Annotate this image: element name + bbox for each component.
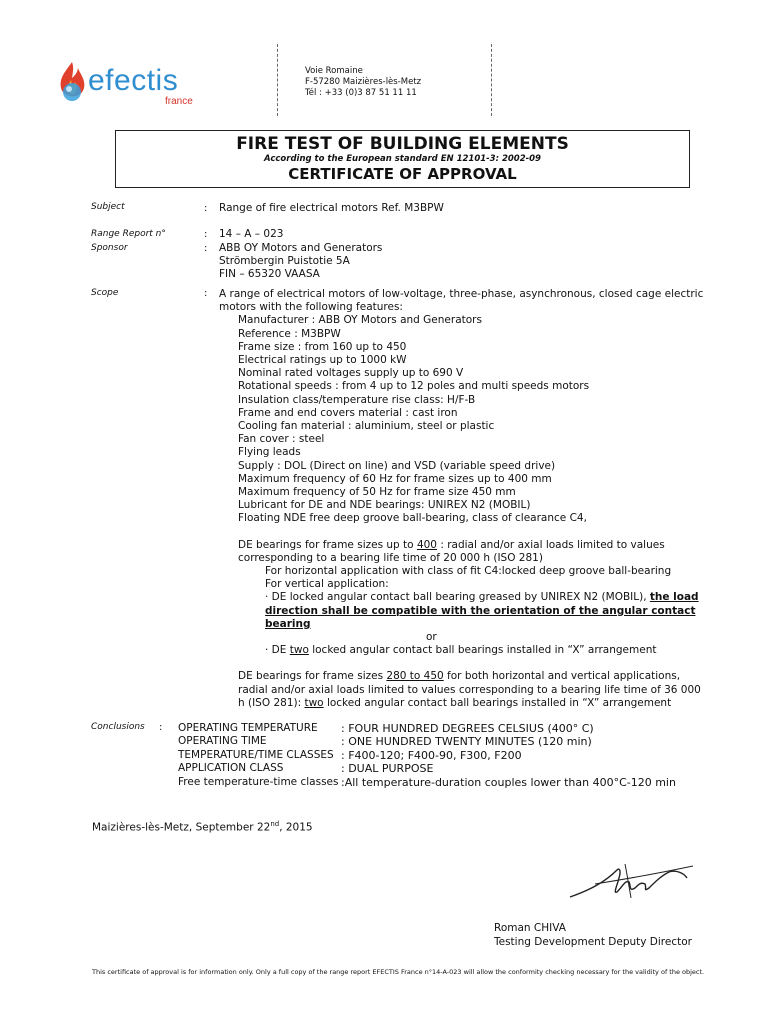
de-bearings-section-2 <box>219 670 705 710</box>
conclusion-value: : ONE HUNDRED TWENTY MINUTES (120 min) <box>341 735 592 749</box>
range-report-label: Range Report n° <box>91 229 166 239</box>
scope-value <box>219 288 705 710</box>
de-bearings-line: corresponding to a bearing life time of 20 000 h (ISO 281) <box>238 551 543 564</box>
feature-item: Frame and end covers material : cast iron <box>238 406 458 419</box>
de-bearings-line: radial and/or axial loads limited to values corresponding to a bearing life time of 36 000 <box>238 683 701 696</box>
or-separator: or <box>426 631 437 644</box>
colon: : <box>159 722 163 733</box>
flame-logo-icon <box>55 60 89 104</box>
sponsor-label: Sponsor <box>91 243 128 253</box>
feature-item: Maximum frequency of 50 Hz for frame size 450 mm <box>238 486 516 499</box>
conclusions-keys <box>178 722 338 789</box>
colon: : <box>204 229 208 240</box>
standard-reference: According to the European standard EN 12101-3: 2002-09 <box>264 154 541 164</box>
conclusion-key: OPERATING TIME <box>178 735 267 748</box>
conclusion-value: :All temperature-duration couples lower than 400°C-120 min <box>341 775 676 789</box>
address-line: F-57280 Maizières-lès-Metz <box>305 77 422 87</box>
feature-item: Manufacturer : ABB OY Motors and Generators <box>238 314 482 327</box>
colon: : <box>204 243 208 254</box>
address-line: Voie Romaine <box>305 66 363 76</box>
de-bearings-line: DE bearings for frame sizes 280 to 450 for both horizontal and vertical applications, <box>238 670 681 683</box>
scope-intro: A range of electrical motors of low-voltage, three-phase, asynchronous, closed cage electric <box>219 288 704 300</box>
conclusion-value: : DUAL PURPOSE <box>341 762 434 776</box>
bullet-item-continued: direction shall be compatible with the orientation of the angular contact <box>265 604 696 617</box>
signature-image <box>565 852 705 912</box>
bullet-item-continued: bearing <box>265 617 311 630</box>
feature-item: Frame size : from 160 up to 450 <box>238 340 407 353</box>
sponsor-value <box>219 242 382 282</box>
signatory-name: Roman CHIVA <box>494 922 566 934</box>
de-bearings-section <box>219 539 705 565</box>
logo <box>55 60 205 110</box>
conclusion-value: : FOUR HUNDRED DEGREES CELSIUS (400° C) <box>341 722 594 735</box>
conclusion-key: TEMPERATURE/TIME CLASSES <box>178 748 334 761</box>
bullet-item: · DE two locked angular contact ball bearings installed in “X” arrangement <box>265 644 657 657</box>
title-box <box>115 130 690 188</box>
logo-wordmark: efectis <box>88 64 179 97</box>
document-title: FIRE TEST OF BUILDING ELEMENTS <box>236 134 569 154</box>
application-section <box>219 565 705 657</box>
header-divider-left <box>277 44 278 116</box>
date-line: Maizières-lès-Metz, September 22nd, 2015 <box>92 820 313 834</box>
colon: : <box>204 288 208 299</box>
vertical-application: For vertical application: <box>265 578 389 591</box>
feature-item: Insulation class/temperature rise class: H/F-B <box>238 393 476 406</box>
subject-value: Range of fire electrical motors Ref. M3BPW <box>219 202 444 214</box>
feature-item: Maximum frequency of 60 Hz for frame sizes up to 400 mm <box>238 472 552 485</box>
conclusion-key: OPERATING TEMPERATURE <box>178 722 318 734</box>
sponsor-line: Strömbergin Puistotie 5A <box>219 255 350 268</box>
logo-subtitle: france <box>165 96 193 107</box>
feature-item: Lubricant for DE and NDE bearings: UNIREX N2 (MOBIL) <box>238 499 531 512</box>
subject-label: Subject <box>91 202 125 212</box>
feature-item: Floating NDE free deep groove ball-bearing, class of clearance C4, <box>238 512 587 525</box>
feature-list <box>219 314 705 525</box>
feature-item: Reference : M3BPW <box>238 327 341 340</box>
feature-item: Supply : DOL (Direct on line) and VSD (variable speed drive) <box>238 459 556 472</box>
scope-intro: motors with the following features: <box>219 301 403 314</box>
address-block <box>305 66 421 99</box>
feature-item: Rotational speeds : from 4 up to 12 poles and multi speeds motors <box>238 380 590 393</box>
signatory <box>494 922 692 949</box>
colon: : <box>204 203 208 214</box>
conclusion-value: : F400-120; F400-90, F300, F200 <box>341 748 522 762</box>
feature-item: Fan cover : steel <box>238 433 325 446</box>
certificate-title: CERTIFICATE OF APPROVAL <box>288 165 517 183</box>
conclusions-label: Conclusions <box>91 722 145 732</box>
de-bearings-line: h (ISO 281): two locked angular contact ball bearings installed in “X” arrangement <box>238 696 672 709</box>
range-report-value: 14 – A – 023 <box>219 228 284 240</box>
header-divider-right <box>491 44 492 116</box>
conclusion-key: Free temperature-time classes <box>178 775 339 788</box>
address-line: Tél : +33 (0)3 87 51 11 11 <box>305 88 417 98</box>
footer-disclaimer: This certificate of approval is for information only. Only a full copy of the range report EFECTIS France n°14-A-023 will allow the conformity checking necessary for the validity of the object. <box>92 968 705 976</box>
feature-item: Electrical ratings up to 1000 kW <box>238 354 407 367</box>
conclusion-key: APPLICATION CLASS <box>178 762 284 775</box>
signatory-title: Testing Development Deputy Director <box>494 935 692 948</box>
bullet-item: · DE locked angular contact ball bearing greased by UNIREX N2 (MOBIL), the load <box>265 591 699 604</box>
sponsor-line: FIN – 65320 VAASA <box>219 268 320 281</box>
scope-label: Scope <box>91 288 119 298</box>
feature-item: Nominal rated voltages supply up to 690 V <box>238 367 464 380</box>
horizontal-application: For horizontal application with class of fit C4:locked deep groove ball-bearing <box>265 565 672 578</box>
feature-item: Flying leads <box>238 446 301 459</box>
de-bearings-line: DE bearings for frame sizes up to 400 : radial and/or axial loads limited to values <box>238 538 665 551</box>
conclusions-values <box>341 722 676 789</box>
sponsor-line: ABB OY Motors and Generators <box>219 242 383 254</box>
feature-item: Cooling fan material : aluminium, steel or plastic <box>238 420 495 433</box>
